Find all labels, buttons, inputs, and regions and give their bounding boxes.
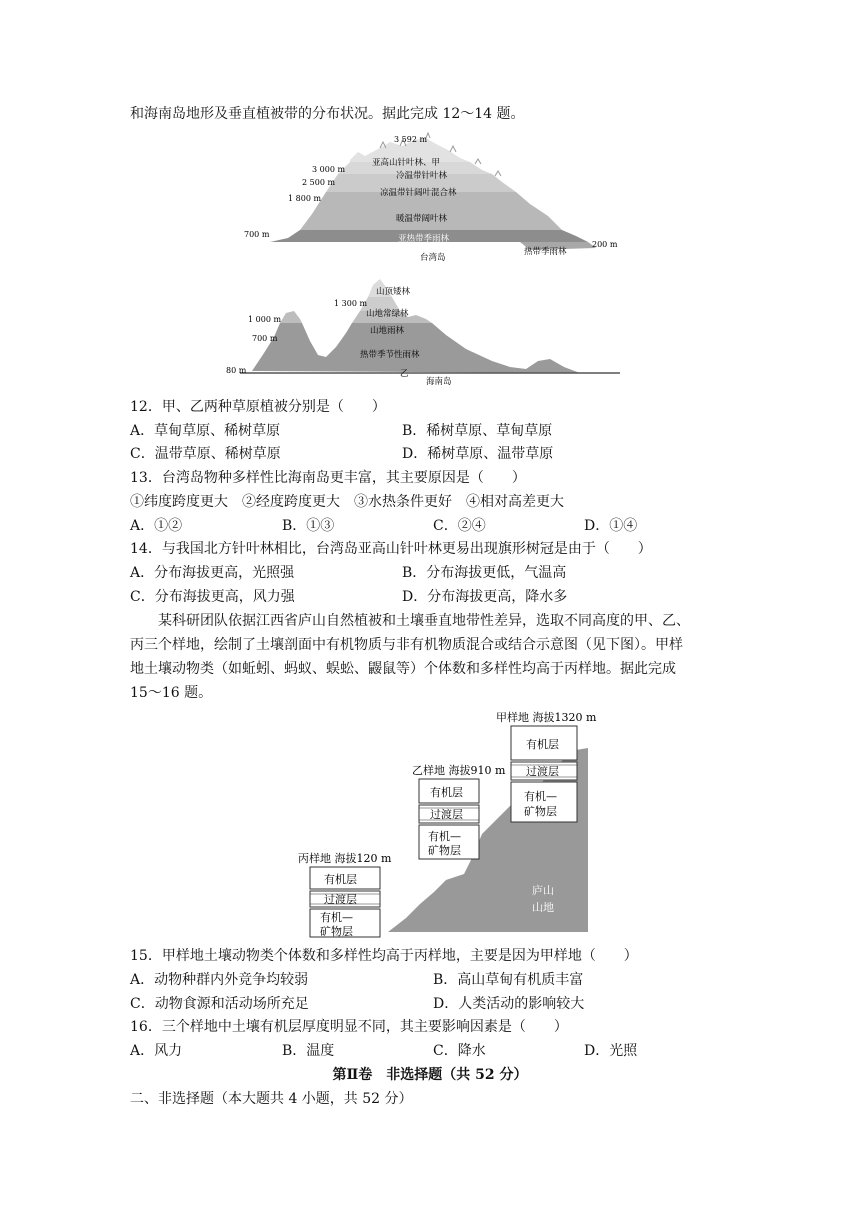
q13-items: ①纬度跨度更大 ②经度跨度更大 ③水热条件更好 ④相对高差更大 (130, 494, 564, 510)
intro-text: 和海南岛地形及垂直植被带的分布状况。据此完成 12～14 题。 (130, 106, 525, 122)
hainan-profile-figure (220, 275, 640, 390)
q15-option-a[interactable]: A．动物种群内外竞争均较弱 (130, 972, 309, 988)
q15-option-b[interactable]: B．高山草甸有机质丰富 (433, 972, 584, 988)
q14-stem: 14．与我国北方针叶林相比，台湾岛亚高山针叶林更易出现旗形树冠是由于（ ） (130, 541, 652, 557)
plot-yi-transition-label: 过渡层 (430, 808, 463, 821)
q14-option-d[interactable]: D．分布海拔更高，降水多 (402, 589, 568, 605)
island-label: 海南岛 (426, 377, 452, 387)
plot-bing-organic-label: 有机层 (324, 873, 357, 886)
passage-line-4: 15～16 题。 (130, 685, 213, 701)
elev-label-80: 80 m (226, 366, 247, 375)
q14-option-c[interactable]: C．分布海拔更高，风力强 (130, 589, 295, 605)
q13-option-c[interactable]: C．②④ (433, 518, 486, 534)
zone-label-5: 乙 (400, 369, 409, 379)
zone-label-4: 暖温带阔叶林 (396, 214, 448, 224)
plot-jia-mineral-label-1: 有机— (524, 790, 557, 803)
elev-label-top: 3 592 m (394, 135, 428, 144)
zone-label-2: 冷温带针叶林 (396, 171, 448, 181)
elev-label-3000: 3 000 m (312, 165, 346, 174)
elev-label-1300: 1 300 m (334, 299, 368, 308)
mountain-label-1: 庐山 (532, 884, 554, 897)
zone-label-3: 凉温带针阔叶混合林 (380, 188, 457, 198)
q13-option-d[interactable]: D．①④ (584, 518, 638, 534)
q12-option-d[interactable]: D．稀树草原、温带草原 (402, 446, 554, 462)
taiwan-profile-figure (230, 130, 630, 265)
q16-stem: 16．三个样地中土壤有机层厚度明显不同，其主要影响因素是（ ） (130, 1019, 568, 1035)
q15-stem: 15．甲样地土壤动物类个体数和多样性均高于丙样地，主要是因为甲样地（ ） (130, 948, 638, 964)
plot-yi-label: 乙样地 海拔910 m (412, 764, 506, 777)
mountain-label-2: 山地 (532, 901, 554, 914)
plot-bing-mineral-label-1: 有机— (320, 911, 353, 924)
q16-option-a[interactable]: A．风力 (130, 1043, 183, 1059)
q15-option-d[interactable]: D．人类活动的影响较大 (433, 996, 585, 1012)
q16-option-d[interactable]: D．光照 (584, 1043, 638, 1059)
plot-yi-organic-label: 有机层 (430, 786, 463, 799)
elev-label-200: 200 m (592, 240, 618, 249)
q12-option-a[interactable]: A．草甸草原、稀树草原 (130, 423, 281, 439)
elev-label-700: 700 m (252, 334, 278, 343)
q15-option-c[interactable]: C．动物食源和活动场所充足 (130, 996, 309, 1012)
plot-yi-mineral-label-2: 矿物层 (428, 844, 461, 857)
zone-label-4: 热带季节性雨林 (360, 350, 420, 360)
island-label: 台湾岛 (420, 253, 446, 263)
soil-profile-figure (296, 708, 636, 940)
plot-yi-mineral-label-1: 有机— (428, 830, 461, 843)
elev-label-2500: 2 500 m (302, 178, 336, 187)
passage-line-1: 某科研团队依据江西省庐山自然植被和土壤垂直地带性差异，选取不同高度的甲、乙、 (158, 613, 690, 629)
q13-option-b[interactable]: B．①③ (282, 518, 335, 534)
elev-label-700: 700 m (244, 230, 270, 239)
q13-option-a[interactable]: A．①② (130, 518, 183, 534)
section-title: 第Ⅱ卷 非选择题（共 52 分） (332, 1067, 528, 1083)
q13-stem: 13．台湾岛物种多样性比海南岛更丰富，其主要原因是（ ） (130, 470, 526, 486)
q12-stem: 12．甲、乙两种草原植被分别是（ ） (130, 399, 386, 415)
zone-label-2: 山地常绿林 (366, 309, 409, 319)
zone-label-5: 亚热带季雨林 (398, 234, 450, 244)
q16-option-c[interactable]: C．降水 (433, 1043, 486, 1059)
plot-bing-transition-label: 过渡层 (324, 893, 357, 906)
q14-option-a[interactable]: A．分布海拔更高，光照强 (130, 565, 295, 581)
elev-label-1000: 1 000 m (248, 315, 282, 324)
plot-jia-organic-label: 有机层 (526, 738, 559, 751)
zone-label-1: 山顶矮林 (376, 287, 411, 297)
q16-option-b[interactable]: B．温度 (282, 1043, 335, 1059)
plot-jia-transition-label: 过渡层 (526, 765, 559, 778)
zone-band-rainforest (280, 311, 432, 323)
q12-option-c[interactable]: C．温带草原、稀树草原 (130, 446, 281, 462)
plot-bing-mineral-label-2: 矿物层 (320, 925, 353, 938)
passage-line-2: 丙三个样地，绘制了土壤剖面中有机物质与非有机物质混合或结合示意图（见下图）。甲样 (130, 637, 683, 653)
q12-option-b[interactable]: B．稀树草原、草甸草原 (402, 423, 553, 439)
zone-label-3: 山地雨林 (370, 326, 405, 336)
plot-jia-label: 甲样地 海拔1320 m (496, 711, 597, 724)
plot-jia-mineral-label-2: 矿物层 (524, 805, 557, 818)
section-subtitle: 二、非选择题（本大题共 4 小题，共 52 分） (130, 1091, 413, 1107)
zone-band-seasonal (252, 323, 580, 373)
plot-bing-label: 丙样地 海拔120 m (298, 852, 392, 865)
zone-label-6: 热带季雨林 (524, 247, 567, 257)
q14-option-b[interactable]: B．分布海拔更低，气温高 (402, 565, 567, 581)
elev-label-1800: 1 800 m (288, 194, 322, 203)
passage-line-3: 地土壤动物类（如蚯蚓、蚂蚁、蜈蚣、鼹鼠等）个体数和多样性均高于丙样地。据此完成 (130, 661, 676, 677)
zone-label-1: 亚高山针叶林、甲 (372, 158, 441, 168)
